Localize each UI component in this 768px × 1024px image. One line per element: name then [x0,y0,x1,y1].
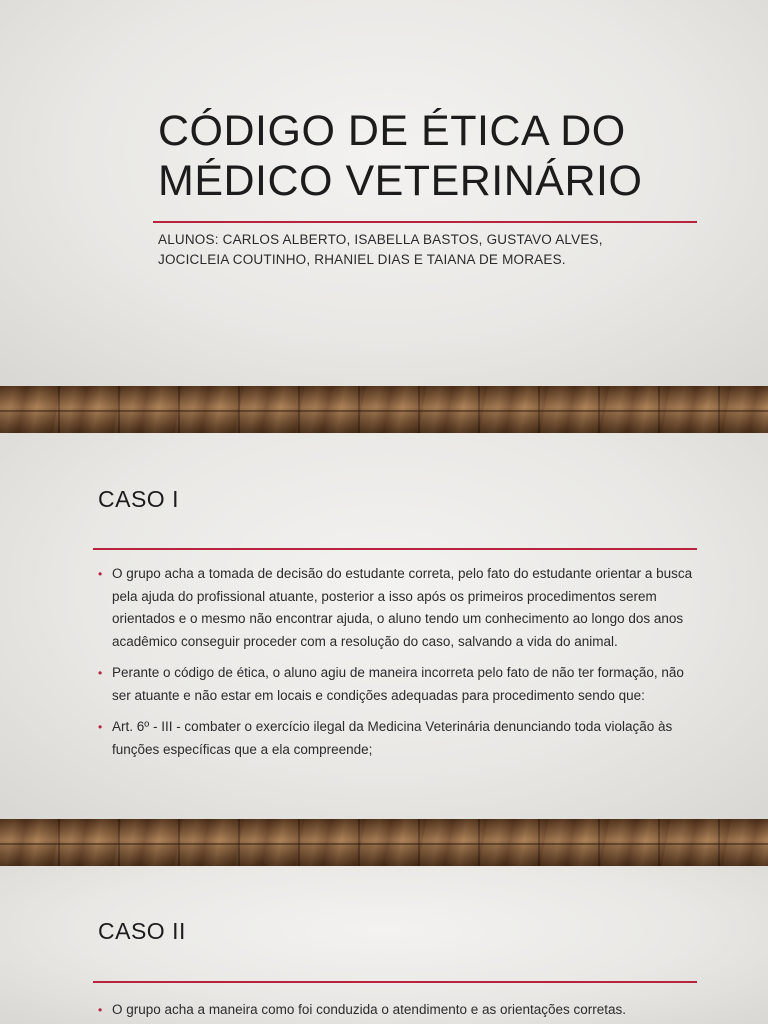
bullet-text: O grupo acha a tomada de decisão do estudante correta, pelo fato do estudante orientar a busca pela ajuda do profissional atuante, posterior a isso após os primeiros procedimentos serem orientados e o mesmo não encontrar ajuda, o aluno tendo um conhecimento ao longo dos anos acadêmico conseguir proceder com a resolução do caso, salvando a vida do animal. [112,566,693,649]
list-item [98,999,698,1022]
case-2-slide [0,866,768,1024]
wood-floor-divider [0,386,768,433]
title-line-2: MÉDICO VETERINÁRIO [158,157,643,205]
title-divider [153,221,697,223]
list-item [98,662,698,707]
bullet-icon: • [98,666,103,680]
wood-floor-divider [0,819,768,866]
case-1-slide [0,433,768,819]
bullet-text: Perante o código de ética, o aluno agiu de maneira incorreta pelo fato de não ter formação, não ser atuante e não estar em locais e condições adequadas para procedimento sendo que: [112,665,684,703]
bullet-icon: • [98,720,103,734]
title-line-1: CÓDIGO DE ÉTICA DO [158,107,626,155]
bullet-text: O grupo acha a maneira como foi conduzida o atendimento e as orientações corretas. [112,1002,627,1017]
list-item [98,563,698,653]
bullet-icon: • [98,1003,103,1017]
bullet-text: Art. 6º - III - combater o exercício ilegal da Medicina Veterinária denunciando toda violação às funções específicas que a ela compreende; [112,719,673,757]
bullet-icon: • [98,567,103,581]
case-2-title: CASO II [98,918,186,944]
case-2-bullet-list [98,999,698,1024]
case-2-divider [93,981,697,983]
title-slide [0,0,768,386]
presentation-title [158,106,718,206]
authors-subtitle: ALUNOS: CARLOS ALBERTO, ISABELLA BASTOS, GUSTAVO ALVES, JOCICLEIA COUTINHO, RHANIEL DIAS E TAIANA DE MORAES. [158,232,603,267]
case-1-divider [93,548,697,550]
case-1-bullet-list [98,563,698,770]
case-1-title: CASO I [98,486,179,512]
list-item [98,716,698,761]
